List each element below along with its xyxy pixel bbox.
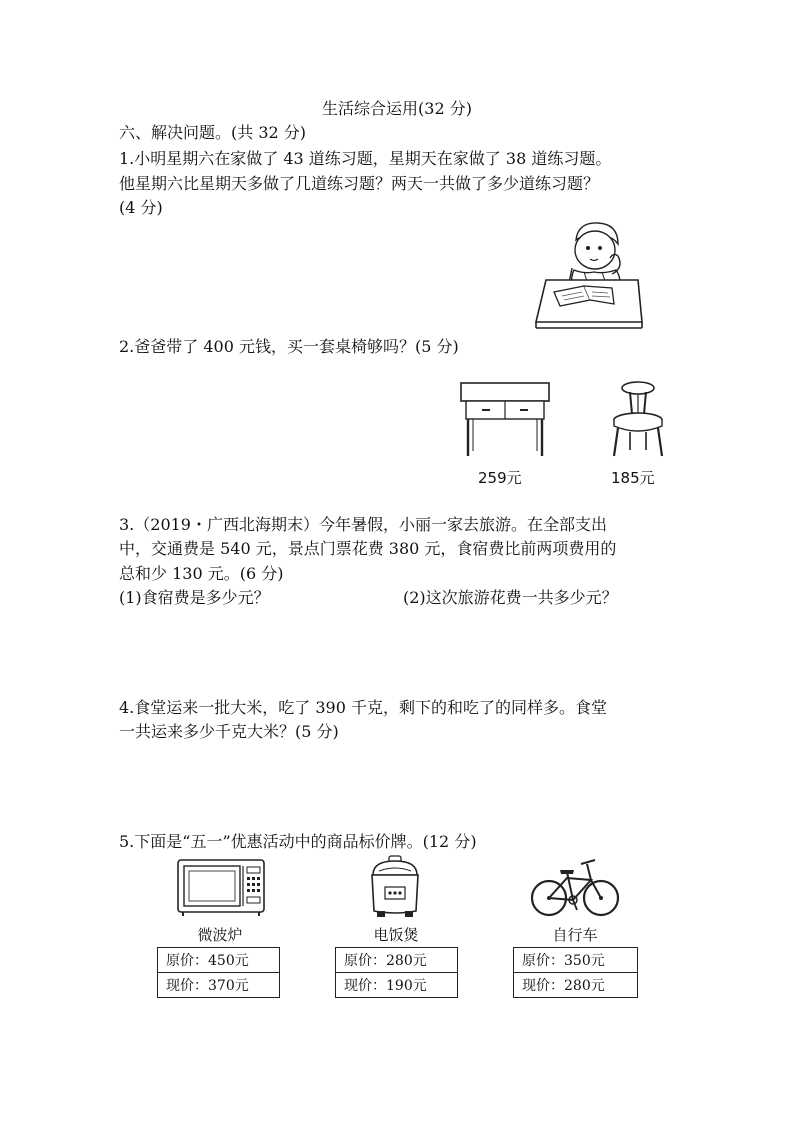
q3-line-2: 中，交通费是 540 元，景点门票花费 380 元，食宿费比前两项费用的	[119, 539, 617, 558]
original-price: 原价：280元	[336, 948, 458, 973]
q1-line-2: 他星期六比星期天多做了几道练习题？两天一共做了多少道练习题？	[119, 174, 600, 193]
section-heading: 六、解决问题。(共 32 分)	[119, 123, 307, 142]
q3-line-1: 3.（2019・广西北海期末）今年暑假，小丽一家去旅游。在全部支出	[119, 515, 607, 534]
q3-line-3: 总和少 130 元。(6 分)	[119, 564, 284, 583]
q3-sub-1: (1)食宿费是多少元？	[119, 588, 270, 607]
original-price: 原价：350元	[514, 948, 638, 973]
rice-cooker-name: 电饭煲	[373, 926, 419, 944]
microwave-name: 微波炉	[197, 926, 243, 944]
microwave-icon	[177, 859, 265, 917]
q3-sub-2: (2)这次旅游花费一共多少元？	[403, 588, 618, 607]
q2-line-1: 2.爸爸带了 400 元钱，买一套桌椅够吗？(5 分)	[119, 337, 459, 356]
desk-illustration	[460, 381, 550, 457]
current-price: 现价：190元	[336, 973, 458, 998]
chair-price: 185元	[611, 469, 655, 487]
q4-line-2: 一共运来多少千克大米？(5 分)	[119, 722, 339, 741]
current-price: 现价：370元	[158, 973, 280, 998]
bicycle-icon	[529, 852, 621, 920]
microwave-price-tag	[157, 947, 280, 998]
page-title: 生活综合运用(32 分)	[322, 99, 472, 118]
rice-cooker-price-tag	[335, 947, 458, 998]
q1-line-1: 1.小明星期六在家做了 43 道练习题，星期天在家做了 38 道练习题。	[119, 149, 612, 168]
bicycle-price-tag	[513, 947, 638, 998]
rice-cooker-icon	[369, 855, 421, 919]
chair-illustration	[610, 380, 666, 458]
q5-line-1: 5.下面是“五一”优惠活动中的商品标价牌。(12 分)	[119, 832, 477, 851]
desk-price: 259元	[478, 469, 522, 487]
q4-line-1: 4.食堂运来一批大米，吃了 390 千克，剩下的和吃了的同样多。食堂	[119, 698, 607, 717]
bicycle-name: 自行车	[552, 926, 598, 944]
current-price: 现价：280元	[514, 973, 638, 998]
boy-studying-illustration	[532, 218, 647, 330]
q1-line-3: (4 分)	[119, 198, 163, 217]
original-price: 原价：450元	[158, 948, 280, 973]
